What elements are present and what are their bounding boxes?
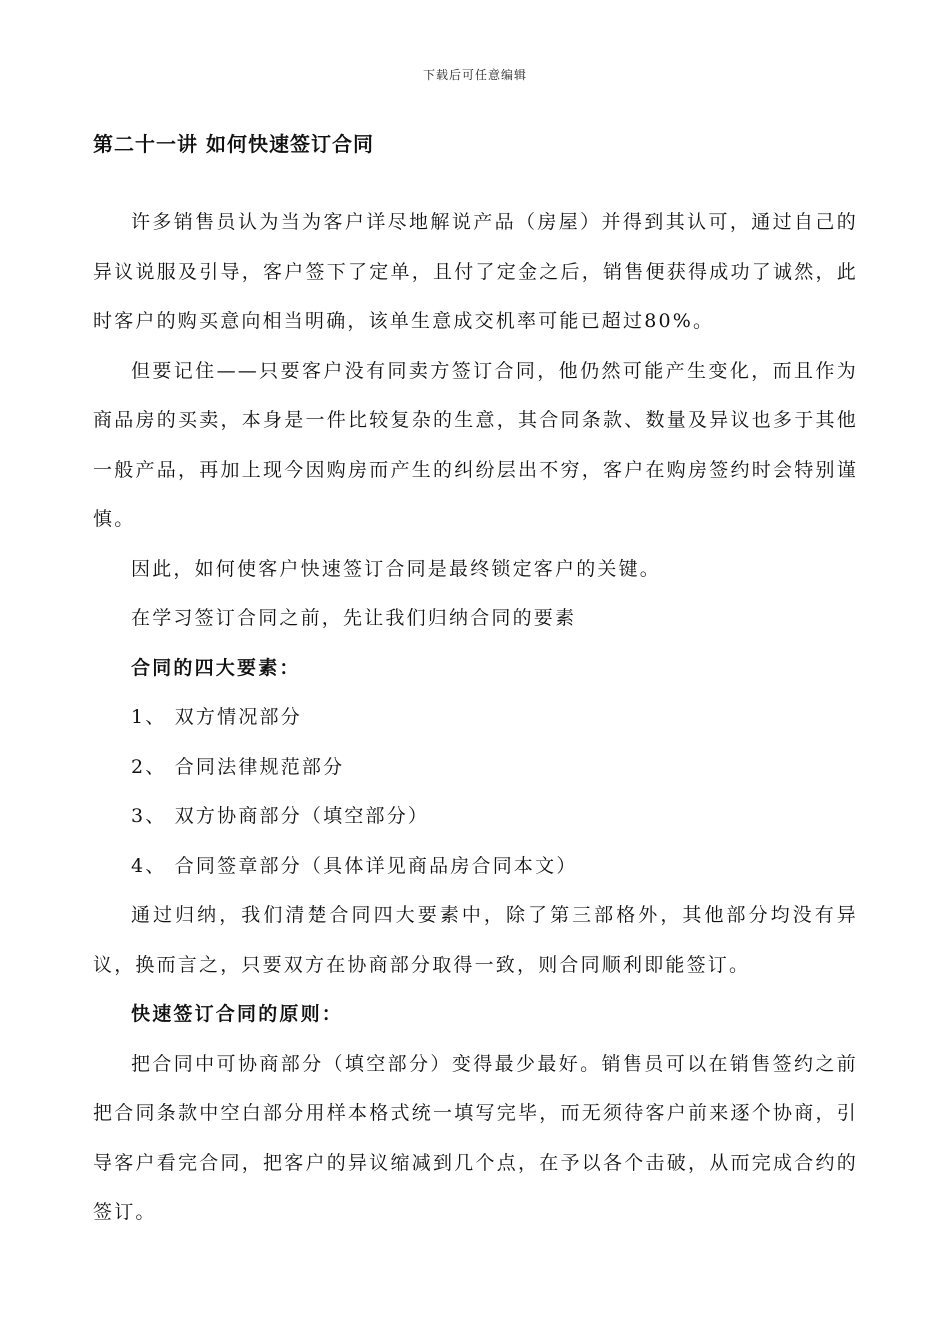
list-item-3: 3、 双方协商部分（填空部分）: [131, 805, 430, 827]
list-item-2: 2、 合同法律规范部分: [131, 755, 345, 778]
paragraph-lead-in: 在学习签订合同之前，先让我们归纳合同的要素: [131, 607, 577, 629]
header-note: 下载后可任意编辑: [422, 68, 527, 82]
principle-heading: 快速签订合同的原则：: [131, 1003, 344, 1025]
document-body: [93, 198, 858, 1238]
paragraph-summary: 通过归纳，我们清楚合同四大要素中，除了第三部格外，其他部分均没有异议，换而言之，只要双方在协商部分取得一致，则合同顺利即能签订。: [93, 904, 858, 976]
paragraph-key: 因此，如何使客户快速签订合同是最终锁定客户的关键。: [131, 557, 662, 580]
list-item-1: 1、 双方情况部分: [131, 706, 302, 728]
list-item-4: 4、 合同签章部分（具体详见商品房合同本文）: [131, 854, 578, 877]
document-title: 第二十一讲 如何快速签订合同: [93, 132, 374, 156]
paragraph-principle: 把合同中可协商部分（填空部分）变得最少最好。销售员可以在销售签约之前把合同条款中空白部分用样本格式统一填写完毕，而无须待客户前来逐个协商，引导客户看完合同，把客户的异议缩减到几个点，在予以各个击破，从而完成合约的签订。: [93, 1052, 858, 1223]
paragraph-intro: 许多销售员认为当为客户详尽地解说产品（房屋）并得到其认可，通过自己的异议说服及引导，客户签下了定单，且付了定金之后，销售便获得成功了诚然，此时客户的购买意向相当明确，该单生意成交机率可能已超过80%。: [93, 211, 858, 332]
paragraph-caution: 但要记住——只要客户没有同卖方签订合同，他仍然可能产生变化，而且作为商品房的买卖，本身是一件比较复杂的生意，其合同条款、数量及异议也多于其他一般产品，再加上现今因购房而产生的纠纷层出不穷，客户在购房签约时会特别谨慎。: [93, 359, 858, 530]
elements-heading: 合同的四大要素：: [131, 656, 301, 679]
